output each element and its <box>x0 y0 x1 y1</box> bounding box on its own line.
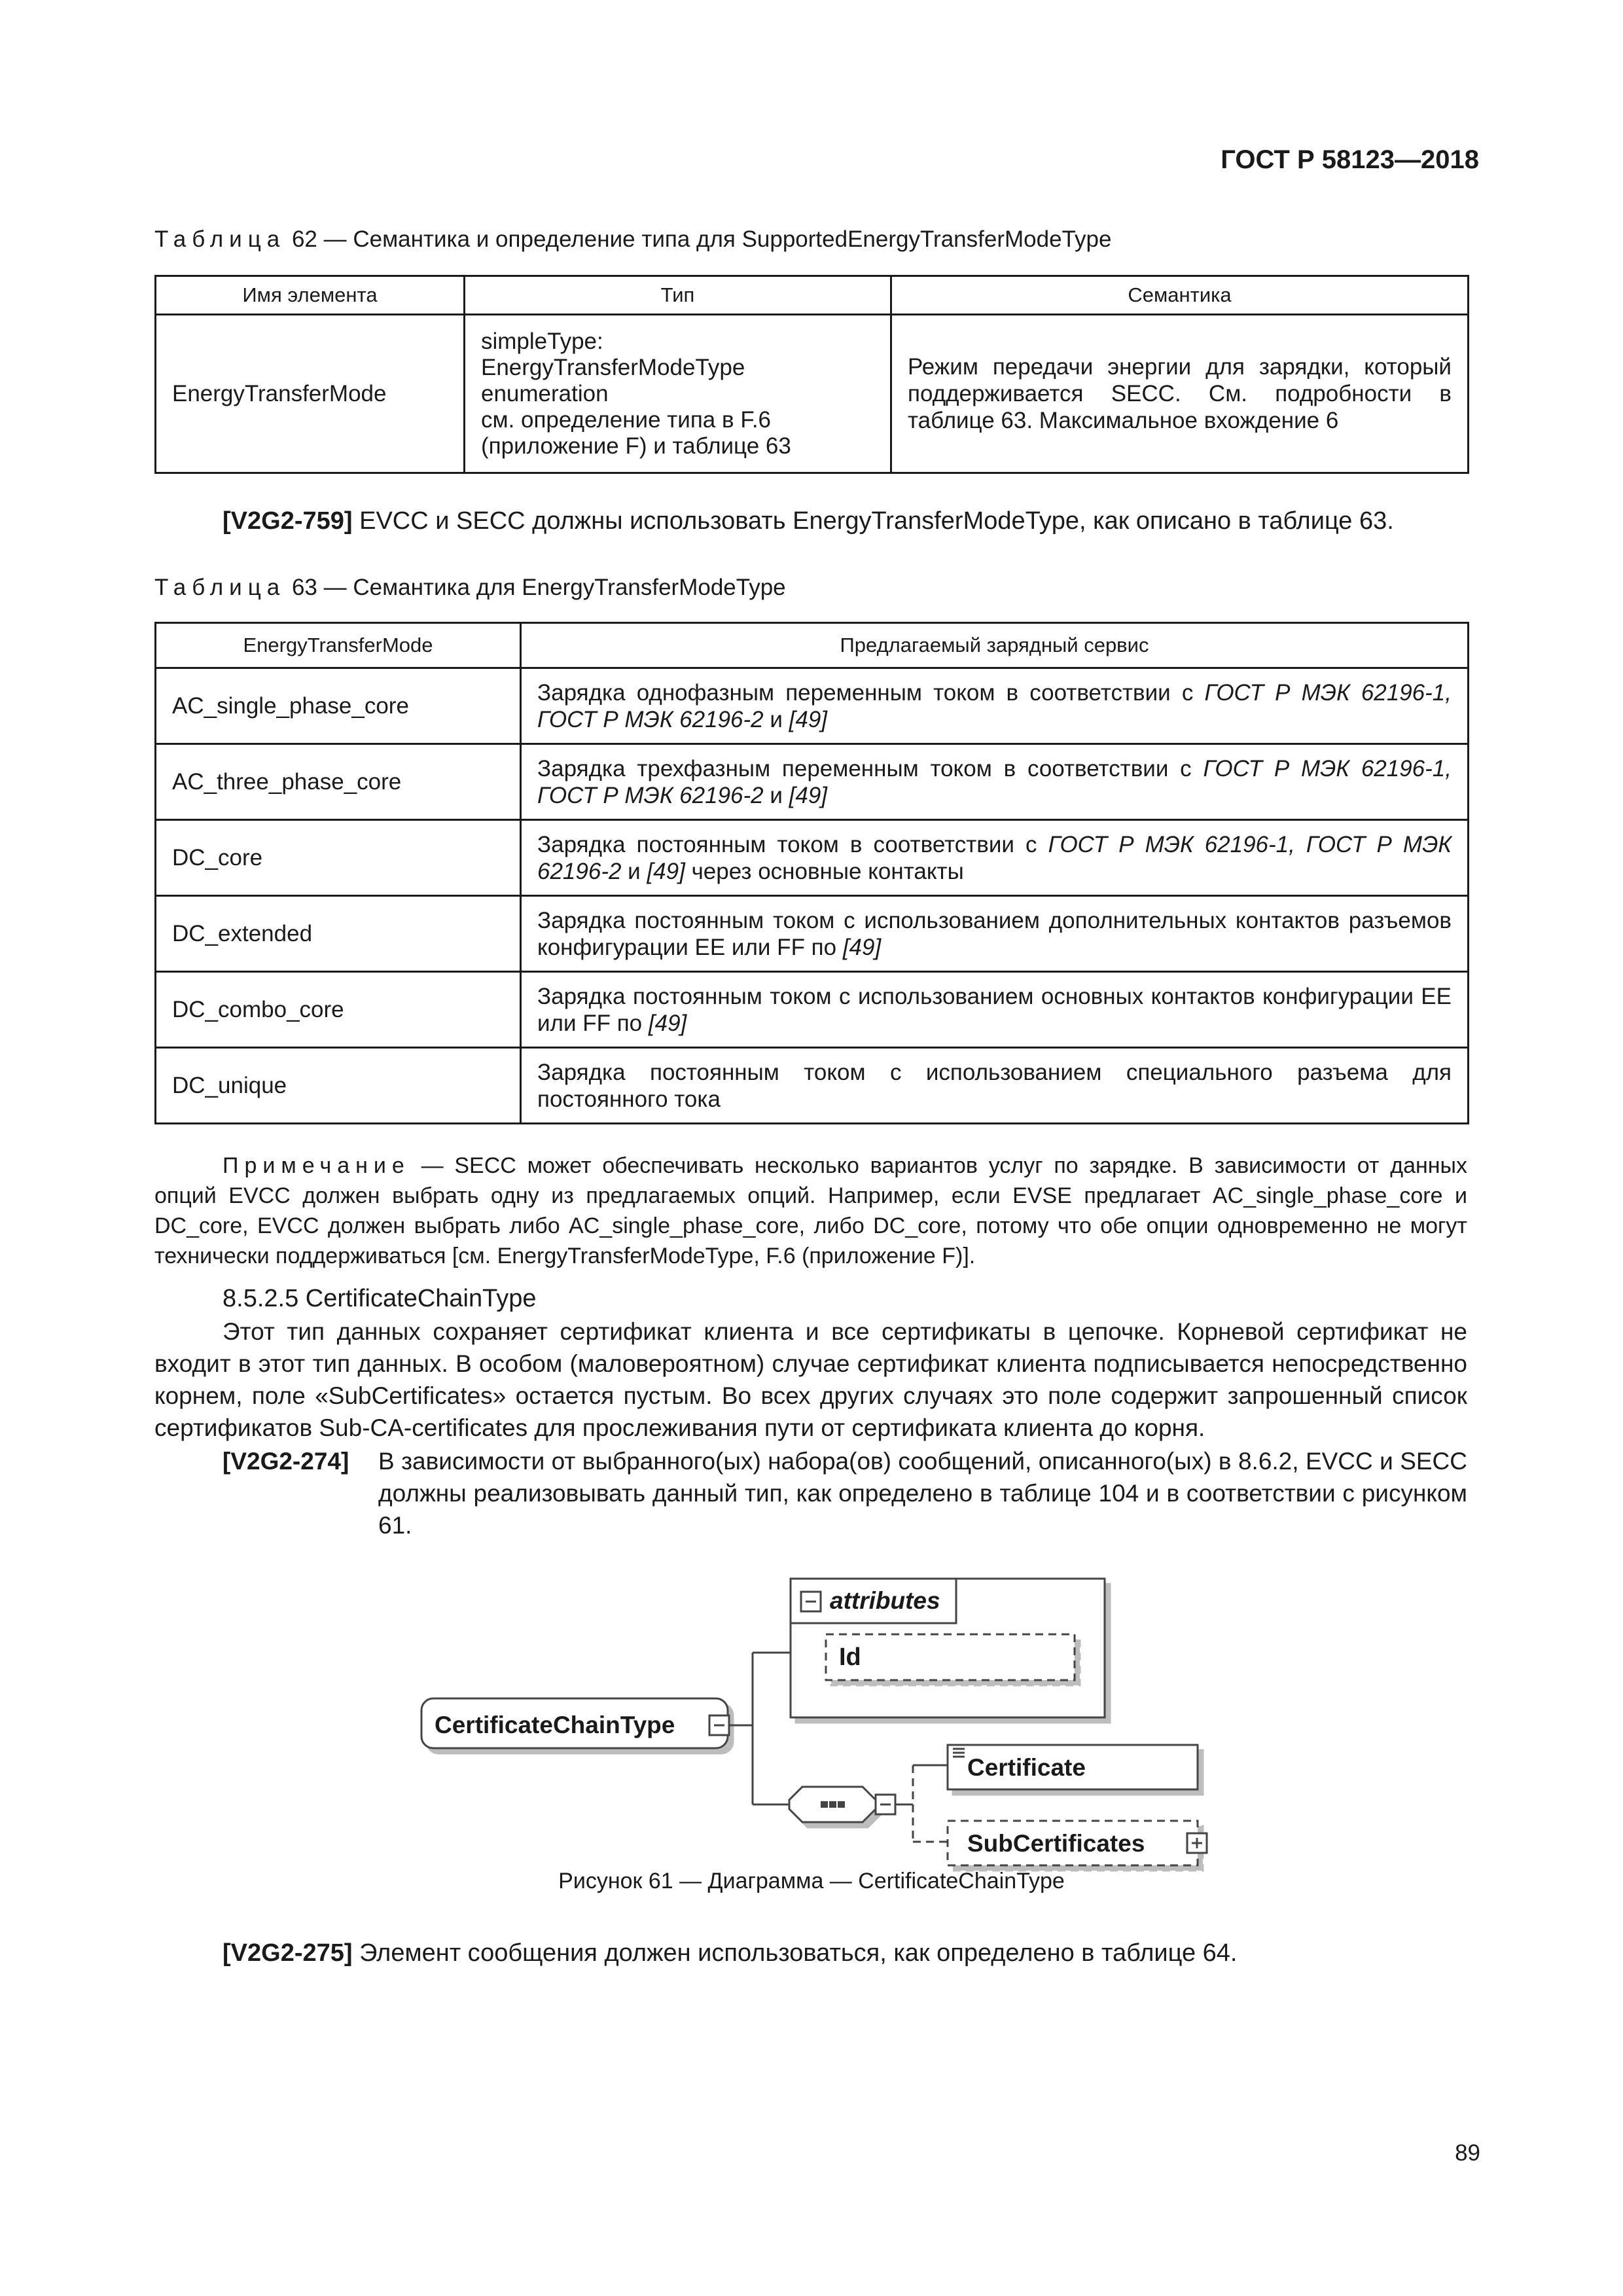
section-heading: 8.5.2.5 CertificateChainType <box>223 1285 537 1312</box>
service-cell: Зарядка постоянным током в соответствии с ГОСТ Р МЭК 62196-1, ГОСТ Р МЭК 62196-2 и [49] через основные контакты <box>521 820 1469 896</box>
id-attribute-label: Id <box>839 1643 861 1671</box>
service-cell: Зарядка трехфазным переменным током в соответствии с ГОСТ Р МЭК 62196-1, ГОСТ Р МЭК 62196-2 и [49] <box>521 744 1469 820</box>
service-cell: Зарядка однофазным переменным током в соответствии с ГОСТ Р МЭК 62196-1, ГОСТ Р МЭК 62196-2 и [49] <box>521 668 1469 744</box>
section-body: Этот тип данных сохраняет сертификат клиента и все сертификаты в цепочке. Корневой сертификат не входит в этот тип данных. В особом (маловероятном) случае сертификат клиента подписывается непосредственно корнем, поле «SubCertificates» остается пустым. Во всех других случаях это поле содержит запрошенный список сертификатов Sub-CA-certificates для прослеживания пути от сертификата клиента до корня. <box>154 1318 1467 1441</box>
requirement-text: Элемент сообщения должен использоваться, как определено в таблице 64. <box>352 1939 1238 1967</box>
type-line: (приложение F) и таблице 63 <box>481 433 791 459</box>
table-header-cell: Тип <box>465 276 891 315</box>
element-name-cell: EnergyTransferMode <box>156 315 465 473</box>
note-text: — SECC может обеспечивать несколько вариантов услуг по зарядке. В зависимости от данных опций EVCC должен выбрать одну из предлагаемых опций. Например, если EVSE предлагает AC_single_phase_core и DC_core, EVCC должен выбрать либо AC_single_phase_core, либо DC_core, потому что обе опции одновременно не могут технически поддерживаться [см. EnergyTransferModeType, F.6 (приложение F)]. <box>154 1153 1467 1268</box>
table-header-cell: Имя элемента <box>156 276 465 315</box>
type-line: simpleType: <box>481 328 603 354</box>
mode-cell: AC_single_phase_core <box>156 668 521 744</box>
table-header-cell: Предлагаемый зарядный сервис <box>521 623 1469 668</box>
mode-cell: DC_core <box>156 820 521 896</box>
requirement-274-text: В зависимости от выбранного(ых) набора(ов) сообщений, описанного(ых) в 8.6.2, EVCC и SECC должны реализовывать данный тип, как определено в таблице 104 и в соответствии с рисунком 61. <box>378 1448 1467 1539</box>
mode-cell: DC_combo_core <box>156 972 521 1048</box>
requirement-text: EVCC и SECC должны использовать EnergyTransferModeType, как описано в таблице 63. <box>352 507 1394 535</box>
subcertificates-element-label: SubCertificates <box>967 1830 1145 1857</box>
sequence-dot <box>838 1801 845 1808</box>
service-cell: Зарядка постоянным током с использованием дополнительных контактов разъемов конфигурации EE или FF по [49] <box>521 896 1469 972</box>
mode-cell: DC_extended <box>156 896 521 972</box>
id-attribute-box <box>826 1634 1075 1680</box>
root-type-label: CertificateChainType <box>435 1712 675 1738</box>
attributes-label: attributes <box>830 1587 940 1614</box>
service-cell: Зарядка постоянным током с использованием основных контактов конфигурации EE или FF по [49] <box>521 972 1469 1048</box>
document-standard-number: ГОСТ Р 58123—2018 <box>1221 145 1479 174</box>
page-number: 89 <box>1455 2140 1480 2166</box>
table-label: Таблица <box>154 226 286 252</box>
requirement-label: [V2G2-275] <box>223 1939 353 1967</box>
type-line: EnergyTransferModeType <box>481 354 745 380</box>
requirement-275 <box>223 1937 1237 1969</box>
requirement-label: [V2G2-759] <box>223 507 353 535</box>
service-cell: Зарядка постоянным током с использованием специального разъема для постоянного тока <box>521 1048 1469 1124</box>
semantics-cell: Режим передачи энергии для зарядки, который поддерживается SECC. См. подробности в таблице 63. Максимальное вхождение 6 <box>891 315 1469 473</box>
requirement-274-label: [V2G2-274] <box>223 1448 349 1475</box>
certificate-element-label: Certificate <box>967 1754 1086 1781</box>
note-label: Примечание <box>223 1153 410 1178</box>
mode-cell: AC_three_phase_core <box>156 744 521 820</box>
table-header-cell: Семантика <box>891 276 1469 315</box>
sequence-dot <box>821 1801 828 1808</box>
table62-caption-text: 62 — Семантика и определение типа для SupportedEnergyTransferModeType <box>285 226 1112 252</box>
type-line: enumeration <box>481 380 609 406</box>
sequence-dot <box>829 1801 836 1808</box>
table-header-cell: EnergyTransferMode <box>156 623 521 668</box>
mode-cell: DC_unique <box>156 1048 521 1124</box>
figure-caption: Рисунок 61 — Диаграмма — CertificateChainType <box>558 1869 1065 1893</box>
table-label: Таблица <box>154 575 286 600</box>
table63-caption-text: 63 — Семантика для EnergyTransferModeType <box>285 575 786 600</box>
type-line: см. определение типа в F.6 <box>481 406 772 433</box>
